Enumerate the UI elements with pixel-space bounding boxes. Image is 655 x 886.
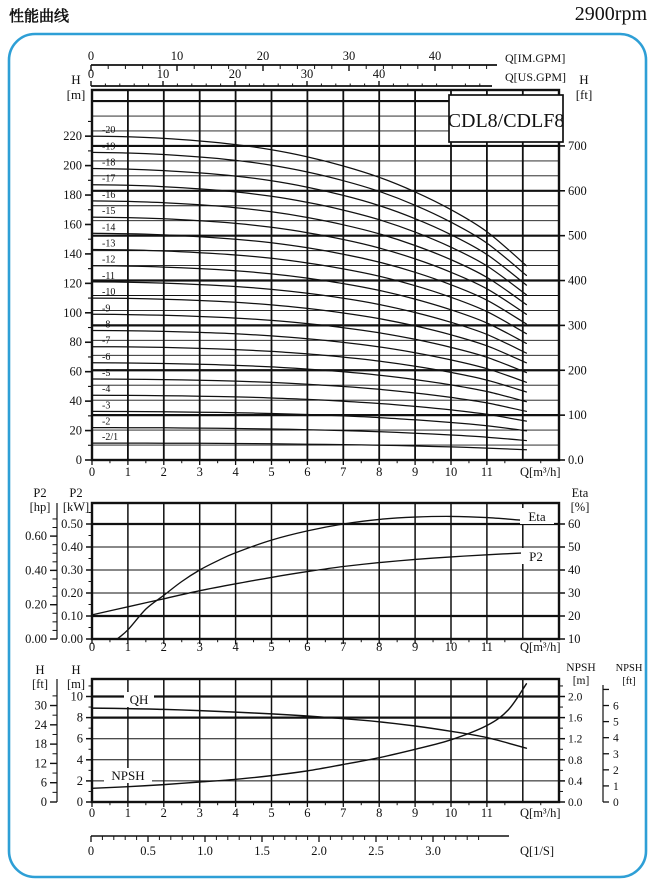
tick-label: 3 [196, 640, 203, 654]
tick-label: 30 [568, 586, 581, 600]
tick-label: 8 [76, 710, 83, 725]
tick-label: 0.50 [61, 517, 83, 531]
axis-title: Q[m³/h] [520, 465, 561, 479]
axis-title: Q[m³/h] [520, 640, 561, 654]
tick-label: 9 [411, 465, 419, 479]
tick-label: 120 [63, 276, 82, 291]
tick-label: 5 [268, 640, 275, 654]
tick-label: 0.20 [25, 597, 47, 612]
tick-label: 30 [34, 698, 47, 713]
tick-label: 40 [372, 67, 386, 81]
stage-label: -16 [102, 189, 116, 201]
stage-label: -2/1 [102, 432, 119, 444]
tick-label: 1.0 [197, 844, 213, 858]
tick-label: 0.8 [568, 754, 583, 767]
axis-title: [kW] [62, 500, 90, 514]
npsh-curve-label: NPSH [111, 768, 145, 783]
tick-label: 1 [124, 640, 132, 654]
tick-label: 0.40 [61, 540, 83, 554]
tick-label: 100 [63, 305, 82, 320]
tick-label: 6 [40, 775, 47, 790]
axis-title: Q[US.GPM] [505, 70, 567, 84]
axis-title: [m] [66, 677, 86, 691]
tick-label: 5 [268, 465, 275, 479]
tick-label: 60 [69, 364, 82, 379]
eta-curve-label: Eta [528, 509, 546, 524]
tick-label: 0 [87, 844, 95, 858]
pump-curve-10 [92, 298, 526, 363]
tick-label: 8 [376, 640, 383, 654]
tick-label: 10 [170, 49, 184, 63]
stage-label: -8 [102, 319, 111, 331]
axis-title: NPSH [566, 662, 596, 674]
tick-label: 2 [613, 764, 619, 777]
tick-label: 9 [411, 640, 419, 654]
tick-label: 700 [568, 138, 587, 153]
tick-label: 11 [480, 806, 493, 820]
tick-label: 160 [63, 217, 82, 232]
tick-label: 7 [340, 640, 347, 654]
tick-label: 12 [34, 756, 47, 771]
axis-title: P2 [69, 486, 83, 500]
tick-label: 1.6 [568, 712, 583, 725]
tick-label: 500 [568, 228, 587, 243]
model-label: CDL8/CDLF8 [447, 110, 565, 132]
axis-title: H [579, 72, 589, 87]
tick-label: 0 [40, 795, 47, 809]
tick-label: 4 [76, 752, 83, 767]
tick-label: 20 [69, 423, 82, 438]
rpm-label: 2900rpm [574, 3, 647, 25]
axis-title: [ft] [622, 676, 636, 687]
stage-label: -18 [102, 157, 116, 169]
stage-label: -14 [102, 222, 116, 234]
tick-label: 2 [160, 640, 167, 654]
tick-label: 40 [428, 49, 442, 63]
stage-label: -5 [102, 368, 111, 380]
tick-label: 1.5 [254, 844, 270, 858]
tick-label: 4 [613, 732, 619, 745]
tick-label: 4 [232, 640, 239, 654]
tick-label: 2 [160, 465, 167, 479]
pump-curve-21 [92, 443, 526, 450]
qh-curve [92, 708, 526, 748]
tick-label: 10 [156, 67, 170, 81]
axis-title: [m] [572, 675, 590, 687]
axis-title: Eta [571, 486, 589, 500]
tick-label: 4 [232, 806, 239, 820]
tick-label: 20 [256, 49, 270, 63]
tick-label: 1 [124, 806, 132, 820]
p2-curve-label: P2 [529, 549, 543, 564]
tick-label: 0.10 [61, 609, 83, 623]
tick-label: 7 [340, 465, 347, 479]
tick-label: 5 [613, 716, 619, 729]
stage-label: -20 [102, 125, 116, 137]
tick-label: 180 [63, 188, 82, 203]
tick-label: 2.0 [568, 691, 583, 704]
tick-label: 6 [613, 700, 619, 713]
page-title: 性能曲线 [9, 7, 70, 25]
tick-label: 400 [568, 273, 587, 288]
tick-label: 10 [568, 632, 581, 646]
tick-label: 50 [568, 540, 581, 554]
tick-label: 10 [444, 640, 458, 654]
tick-label: 0 [75, 453, 82, 467]
tick-label: 0.60 [25, 529, 47, 544]
tick-label: 11 [480, 465, 493, 479]
tick-label: 0.00 [25, 632, 47, 646]
tick-label: 6 [76, 731, 83, 746]
tick-label: 1.2 [568, 733, 583, 746]
eta-curve [117, 516, 526, 639]
tick-label: 40 [69, 394, 82, 409]
axis-title: [ft] [575, 87, 593, 102]
stage-label: -9 [102, 303, 111, 315]
tick-label: 6 [304, 465, 311, 479]
stage-label: -13 [102, 238, 116, 250]
tick-label: 80 [69, 335, 82, 350]
tick-label: 300 [568, 318, 587, 333]
tick-label: 0.30 [61, 563, 83, 577]
tick-label: 2 [160, 806, 167, 820]
stage-label: -4 [102, 384, 111, 396]
tick-label: 0.0 [568, 453, 584, 467]
stage-label: -2 [102, 416, 111, 428]
axis-title: H [71, 663, 81, 677]
tick-label: 0.40 [25, 563, 47, 578]
tick-label: 2 [76, 773, 83, 788]
qh-curve-label: QH [129, 692, 149, 707]
axis-title: [hp] [29, 500, 51, 514]
tick-label: 60 [568, 517, 581, 531]
tick-label: 100 [568, 408, 587, 423]
pump-curve-20 [92, 136, 526, 266]
tick-label: 0 [88, 465, 96, 479]
p2-curve [92, 553, 526, 615]
tick-label: 9 [411, 806, 419, 820]
tick-label: 40 [568, 563, 581, 577]
tick-label: 3 [196, 465, 203, 479]
tick-label: 10 [444, 806, 458, 820]
stage-label: -12 [102, 254, 116, 266]
stage-label: -3 [102, 400, 111, 412]
stage-label: -19 [102, 141, 116, 153]
tick-label: 0.4 [568, 775, 583, 788]
tick-label: 8 [376, 465, 383, 479]
tick-label: 1 [124, 465, 132, 479]
tick-label: 220 [63, 129, 82, 144]
tick-label: 0.0 [568, 797, 583, 809]
axis-title: [ft] [32, 677, 48, 691]
tick-label: 600 [568, 183, 587, 198]
tick-label: 1 [613, 780, 619, 793]
tick-label: 0 [88, 806, 96, 820]
tick-label: 0.00 [61, 632, 83, 646]
tick-label: 30 [342, 49, 356, 63]
axis-title: Q[IM.GPM] [505, 51, 566, 65]
tick-label: 200 [63, 158, 82, 173]
stage-label: -7 [102, 335, 111, 347]
tick-label: 30 [300, 67, 314, 81]
tick-label: 4 [232, 465, 239, 479]
tick-label: 0 [76, 795, 83, 809]
axis-title: Q[1/S] [520, 844, 555, 858]
axis-title: NPSH [615, 663, 643, 674]
stage-label: -17 [102, 173, 116, 185]
tick-label: 7 [340, 806, 347, 820]
pump-curve-11 [92, 282, 526, 353]
tick-label: 6 [304, 640, 311, 654]
tick-label: 10 [444, 465, 458, 479]
tick-label: 0.5 [140, 844, 156, 858]
tick-label: 200 [568, 363, 587, 378]
tick-label: 8 [376, 806, 383, 820]
tick-label: 24 [34, 717, 47, 732]
tick-label: 0 [87, 49, 95, 63]
tick-label: 2.0 [311, 844, 327, 858]
pump-curve-2 [92, 428, 526, 444]
tick-label: 20 [568, 609, 581, 623]
tick-label: 0 [87, 67, 95, 81]
axis-title: H [35, 663, 45, 677]
tick-label: 3.0 [425, 844, 441, 858]
pump-curve-13 [92, 250, 526, 334]
tick-label: 2.5 [368, 844, 384, 858]
tick-label: 3 [196, 806, 203, 820]
tick-label: 0 [88, 640, 96, 654]
axis-title: Q[m³/h] [520, 806, 561, 820]
tick-label: 18 [34, 737, 47, 752]
tick-label: 3 [613, 748, 619, 761]
tick-label: 0 [613, 797, 619, 809]
stage-label: -10 [102, 287, 116, 299]
axis-title: H [71, 72, 81, 87]
axis-title: [m] [66, 87, 86, 102]
stage-label: -15 [102, 206, 116, 218]
stage-label: -6 [102, 351, 111, 363]
axis-title: [%] [570, 500, 590, 514]
tick-label: 6 [304, 806, 311, 820]
tick-label: 10 [70, 689, 83, 704]
tick-label: 20 [228, 67, 242, 81]
axis-title: P2 [33, 486, 47, 500]
tick-label: 5 [268, 806, 275, 820]
tick-label: 0.20 [61, 586, 83, 600]
npsh-curve [92, 684, 526, 789]
tick-label: 11 [480, 640, 493, 654]
stage-label: -11 [102, 270, 115, 282]
tick-label: 140 [63, 246, 82, 261]
